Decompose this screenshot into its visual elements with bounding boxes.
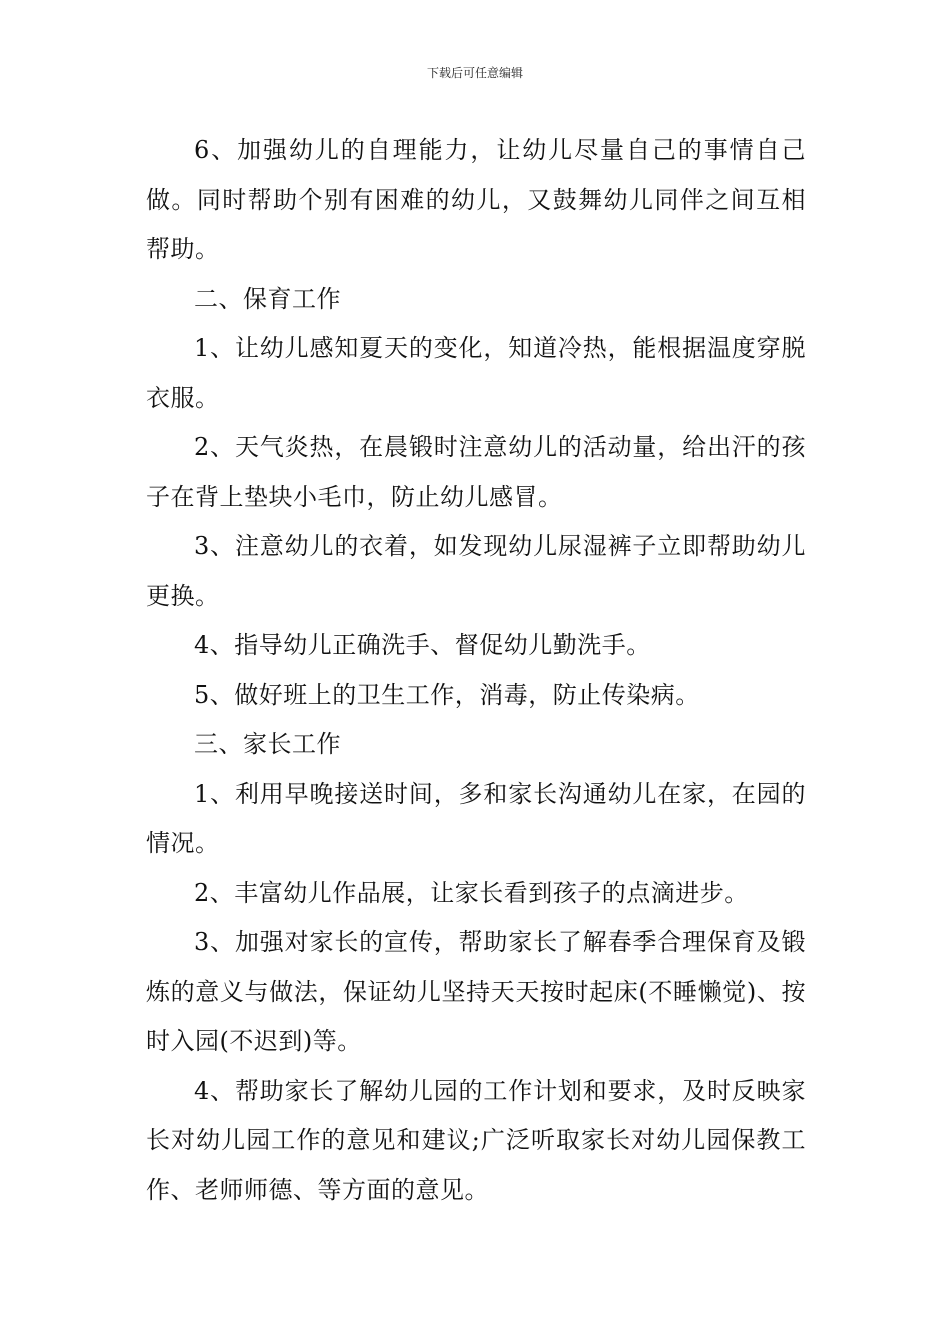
paragraph-item-4-parent-feedback: 4、帮助家长了解幼儿园的工作计划和要求，及时反映家长对幼儿园工作的意见和建议;广泛听取家长对幼儿园保教工作、老师师德、等方面的意见。 [146,1076,806,1204]
paragraph-item-3-parent-education: 3、加强对家长的宣传，帮助家长了解春季合理保育及锻炼的意义与做法，保证幼儿坚持天天按时起床(不睡懒觉)、按时入园(不迟到)等。 [146,928,806,1055]
paragraph-item-4-handwashing: 4、指导幼儿正确洗手、督促幼儿勤洗手。 [194,631,651,659]
paragraph-item-5-hygiene: 5、做好班上的卫生工作，消毒，防止传染病。 [194,680,700,709]
document-body [146,126,806,1215]
paragraph-item-6-self-care: 6、加强幼儿的自理能力，让幼儿尽量自己的事情自己做。同时帮助个别有困难的幼儿，又鼓舞幼儿同伴之间互相帮助。 [146,136,806,263]
section-heading-care-work: 二、保育工作 [194,284,341,313]
paragraph-item-1-summer-clothing: 1、让幼儿感知夏天的变化，知道冷热，能根据温度穿脱衣服。 [146,334,806,412]
section-heading-parent-work: 三、家长工作 [194,730,341,758]
page-header: 下载后可任意编辑 [426,66,523,80]
paragraph-item-2-hot-weather: 2、天气炎热，在晨锻时注意幼儿的活动量，给出汗的孩子在背上垫块小毛巾，防止幼儿感冒。 [146,433,806,511]
paragraph-item-1-parent-communication: 1、利用早晚接送时间，多和家长沟通幼儿在家，在园的情况。 [146,779,806,857]
paragraph-item-3-clothing-check: 3、注意幼儿的衣着，如发现幼儿尿湿裤子立即帮助幼儿更换。 [146,532,806,610]
paragraph-item-2-artwork-display: 2、丰富幼儿作品展，让家长看到孩子的点滴进步。 [194,878,749,907]
